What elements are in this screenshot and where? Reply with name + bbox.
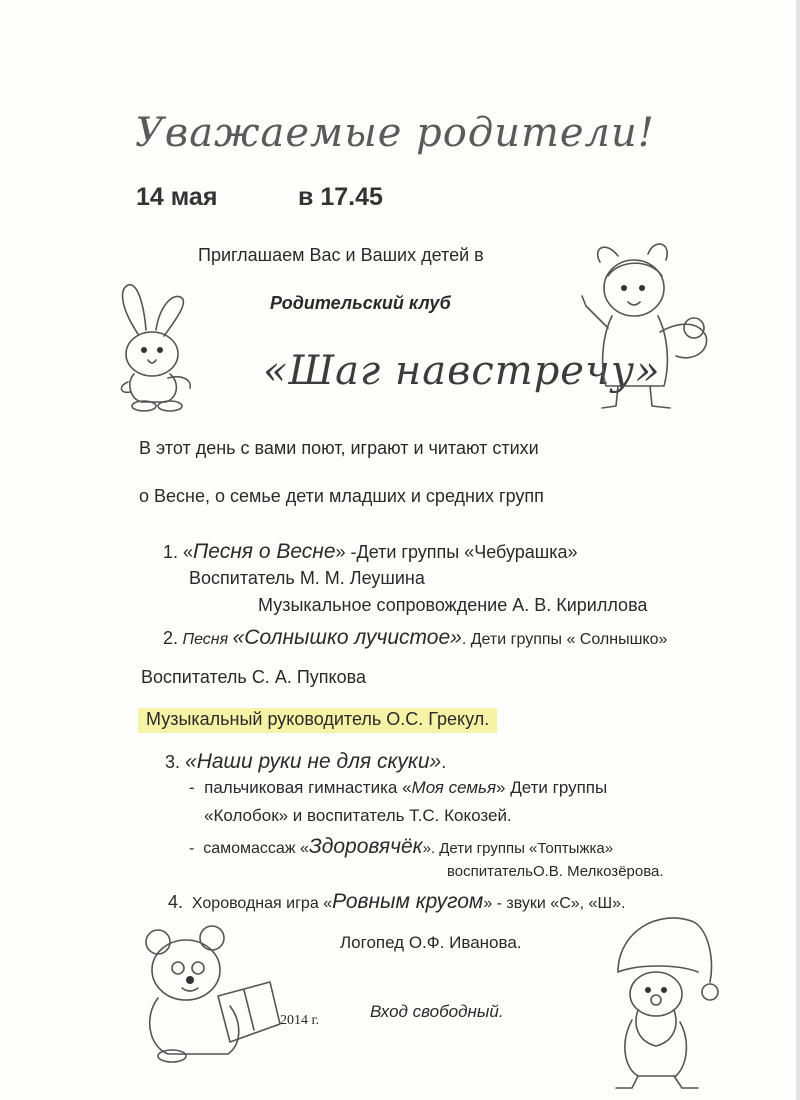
gnome-illustration <box>598 902 728 1092</box>
item-3-sub-1-line-2: «Колобок» и воспитатель Т.С. Кокозей. <box>204 806 512 825</box>
item-performers: . Дети группы « Солнышко» <box>461 631 668 648</box>
year-note: 2014 г. <box>280 1013 320 1028</box>
item-number: 2. <box>163 628 179 648</box>
intro-line-2: о Весне, о семье дети младших и средних групп <box>139 486 544 506</box>
item-prefix: Песня <box>182 631 229 648</box>
open-quote: « <box>183 542 194 562</box>
item-sounds: » - звуки «С», «Ш». <box>483 895 626 912</box>
song-title: Песня о Весне <box>193 540 336 563</box>
program-item-4 <box>168 890 625 914</box>
sub-title: Моя семья <box>411 778 497 797</box>
item-title-end: . <box>441 752 447 772</box>
program-item-2 <box>163 626 667 650</box>
speech-therapist: Логопед О.Ф. Иванова. <box>340 933 522 952</box>
girl-with-cat-illustration <box>578 236 718 416</box>
item-prefix: Хороводная игра « <box>191 895 333 912</box>
sub-performers: » Дети группы <box>496 778 608 797</box>
event-time: в 17.45 <box>298 183 383 211</box>
page-edge <box>796 0 800 1100</box>
sub-prefix: самомассаж « <box>203 840 309 857</box>
item-1-music: Музыкальное сопровождение А. В. Кириллова <box>258 595 648 615</box>
item-3-sub-2-teacher: воспитательО.В. Мелкозёрова. <box>447 863 664 880</box>
dash: - <box>189 778 195 797</box>
item-number: 3. <box>165 752 181 772</box>
program-item-3 <box>165 750 446 774</box>
sub-prefix: пальчиковая гимнастика « <box>204 778 412 797</box>
item-title: Ровным кругом <box>332 890 484 913</box>
item-1-teacher: Воспитатель М. М. Леушина <box>189 568 425 588</box>
item-2-music-director: Музыкальный руководитель О.С. Грекул. <box>138 708 497 733</box>
item-number: 1. <box>163 542 179 562</box>
item-3-sub-2 <box>189 835 613 859</box>
sub-performers: ». Дети группы «Топтыжка» <box>422 840 614 857</box>
song-title: «Солнышко лучистое» <box>232 626 462 649</box>
program-item-1 <box>163 540 578 564</box>
invitation-text: Приглашаем Вас и Ваших детей в <box>198 245 484 265</box>
item-3-sub-1 <box>189 778 607 798</box>
dash: - <box>189 840 195 857</box>
item-title: «Наши руки не для скуки» <box>185 750 442 773</box>
intro-line-1: В этот день с вами поют, играют и читают стихи <box>139 438 539 458</box>
bear-reading-book-illustration <box>138 926 288 1066</box>
sub-title: Здоровячёк <box>308 835 423 858</box>
item-performers: » -Дети группы «Чебурашка» <box>335 542 578 562</box>
entry-note: Вход свободный. <box>370 1002 504 1021</box>
flyer-title: Уважаемые родители! <box>135 110 655 156</box>
item-2-teacher: Воспитатель С. А. Пупкова <box>141 667 366 687</box>
event-day: 14 мая <box>136 183 218 211</box>
club-label: Родительский клуб <box>270 293 451 313</box>
item-number: 4. <box>168 892 184 912</box>
club-name: «Шаг навстречу» <box>263 348 661 394</box>
bunny-illustration <box>108 282 208 412</box>
